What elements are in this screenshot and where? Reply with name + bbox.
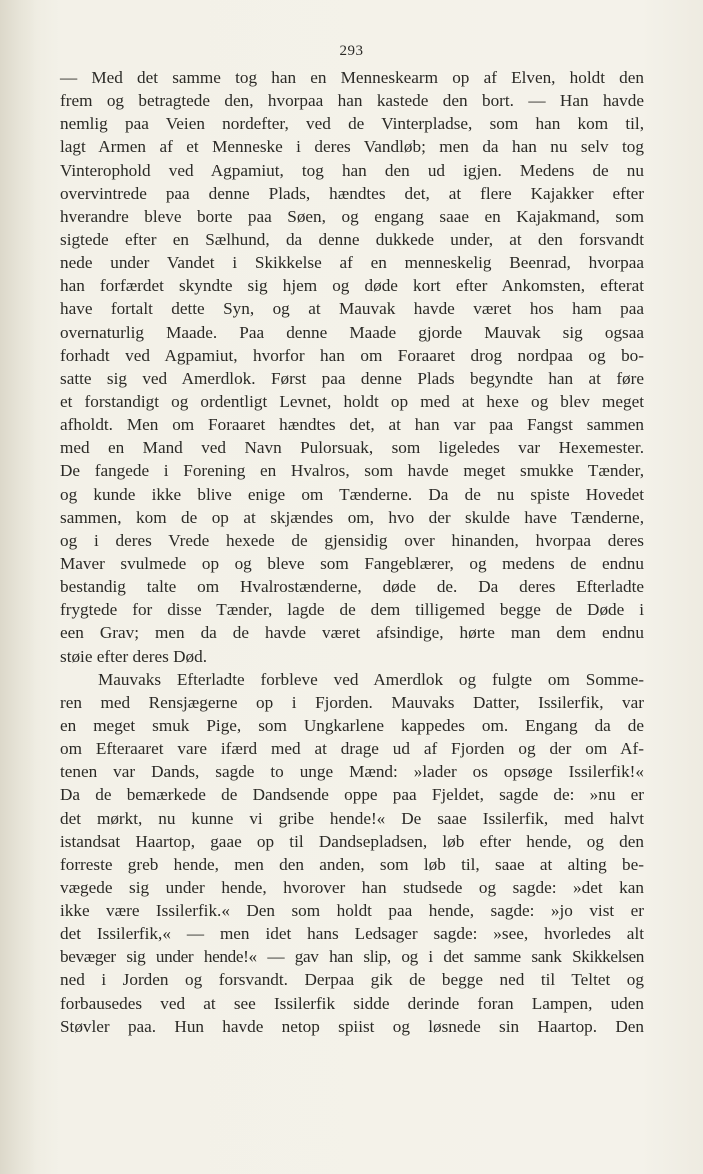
- text-line: det Issilerfik,« — men idet hans Ledsager sagde: »see, hvorledes alt: [60, 924, 644, 944]
- text-line: nede under Vandet i Skikkelse af en menneskelig Beenrad, hvorpaa: [60, 253, 644, 273]
- text-line: Da de bemærkede de Dandsende oppe paa Fjeldet, sagde de: »nu er: [60, 785, 644, 805]
- text-line: overnaturlig Maade. Paa denne Maade gjorde Mauvak sig ogsaa: [60, 322, 644, 342]
- text-line: ikke være Issilerfik.« Den som holdt paa hende, sagde: »jo vist er: [60, 901, 644, 921]
- page-number: 293: [339, 43, 364, 59]
- text-line: satte sig ved Amerdlok. Først paa denne Plads begyndte han at føre: [60, 368, 644, 388]
- text-line: med en Mand ved Navn Pulorsuak, som ligeledes var Hexemester.: [60, 438, 644, 458]
- text-line: afholdt. Men om Foraaret hændtes det, at han var paa Fangst sammen: [60, 415, 644, 435]
- text-line: lagt Armen af et Menneske i deres Vandløb; men da han nu selv tog: [60, 137, 644, 157]
- paragraph-start-line: Mauvaks Efterladte forbleve ved Amerdlok og fulgte om Somme-: [98, 669, 644, 689]
- text-line: og i deres Vrede hexede de gjensidig over hinanden, hvorpaa deres: [60, 530, 644, 550]
- text-line: sigtede efter en Sælhund, da denne dukkede under, at den forsvandt: [60, 229, 644, 249]
- text-line: et forstandigt og ordentligt Levnet, holdt op med at hexe og blev meget: [60, 391, 644, 411]
- paragraph-end-line: støie efter deres Død.: [60, 646, 207, 666]
- text-line: — Med det samme tog han en Menneskearm op af Elven, holdt den: [60, 68, 644, 87]
- text-line: frem og betragtede den, hvorpaa han kastede den bort. — Han havde: [60, 91, 644, 111]
- text-line: tenen var Dands, sagde to unge Mænd: »lader os opsøge Issilerfik!«: [60, 762, 644, 782]
- text-line: hverandre bleve borte paa Søen, og engang saae en Kajakmand, som: [60, 206, 644, 226]
- text-line: en meget smuk Pige, som Ungkarlene kappedes om. Engang da de: [60, 715, 644, 735]
- text-line: frygtede for disse Tænder, lagde de dem tilligemed begge de Døde i: [60, 600, 644, 620]
- text-line: forhadt ved Agpamiut, hvorfor han om Foraaret drog nordpaa og bo-: [60, 345, 644, 365]
- text-line: sammen, kom de op at skjændes om, hvo der skulde have Tænderne,: [60, 507, 644, 527]
- text-line: det mørkt, nu kunne vi gribe hende!« De saae Issilerfik, med halvt: [60, 808, 644, 828]
- text-line: Støvler paa. Hun havde netop spiist og løsnede sin Haartop. Den: [60, 1016, 644, 1036]
- text-line: forreste greb hende, men den anden, som løb til, saae at alting be-: [60, 854, 644, 874]
- text-line: istandsat Haartop, gaae op til Dandsepladsen, løb efter hende, og den: [60, 831, 644, 851]
- page-gutter-shadow: [0, 0, 36, 1174]
- body-text: [60, 66, 644, 1038]
- text-line: bestandig talte om Hvalrostænderne, døde de. Da deres Efterladte: [60, 577, 644, 597]
- text-line: have fortalt dette Syn, og at Mauvak havde været hos ham paa: [60, 299, 644, 319]
- text-line: bevæger sig under hende!« — gav han slip, og i det samme sank Skikkelsen: [60, 947, 644, 967]
- text-line: han forfærdet skyndte sig hjem og døde kort efter Ankomsten, efterat: [60, 276, 644, 296]
- text-line: ned i Jorden og forsvandt. Derpaa gik de begge ned til Teltet og: [60, 970, 644, 990]
- text-line: Maver svulmede op og bleve som Fangeblærer, og medens de endnu: [60, 553, 644, 573]
- text-line: vægede sig under hende, hvorover han studsede og sagde: »det kan: [60, 877, 644, 897]
- text-line: ren med Rensjægerne op i Fjorden. Mauvaks Datter, Issilerfik, var: [60, 692, 644, 712]
- text-line: een Grav; men da de havde været afsindige, hørte man dem endnu: [60, 623, 644, 643]
- text-line: nemlig paa Veien nordefter, ved de Vinterpladse, som han kom til,: [60, 114, 644, 134]
- text-line: De fangede i Forening en Hvalros, som havde meget smukke Tænder,: [60, 461, 644, 481]
- text-line: overvintrede paa denne Plads, hændtes det, at flere Kajakker efter: [60, 183, 644, 203]
- text-line: om Efteraaret vare ifærd med at drage ud af Fjorden og der om Af-: [60, 739, 644, 759]
- text-line: forbausedes ved at see Issilerfik sidde derinde foran Lampen, uden: [60, 993, 644, 1013]
- text-line: og kunde ikke blive enige om Tænderne. Da de nu spiste Hovedet: [60, 484, 644, 504]
- text-line: Vinterophold ved Agpamiut, tog han den ud igjen. Medens de nu: [60, 160, 644, 180]
